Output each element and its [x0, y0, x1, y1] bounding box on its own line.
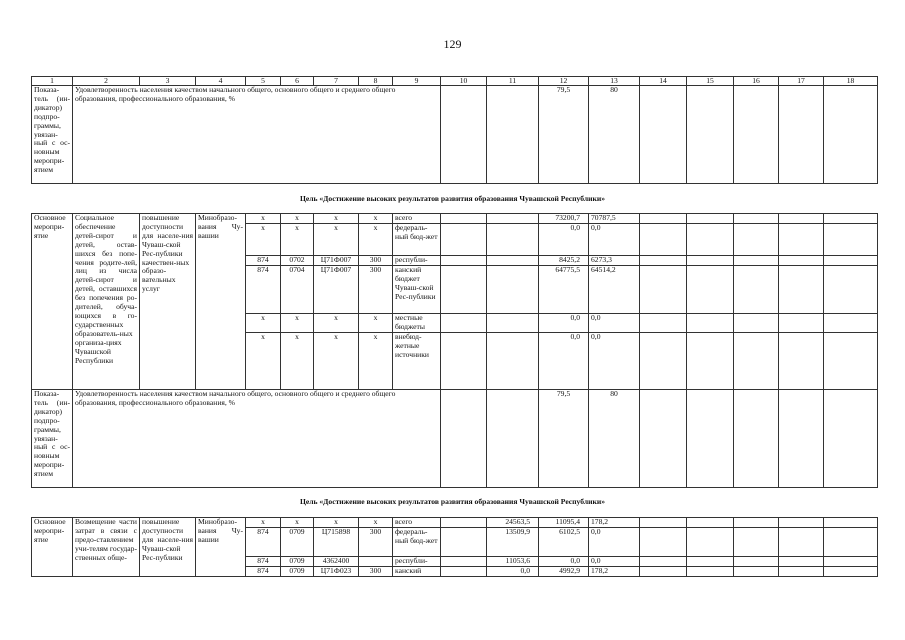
- csr-cell: x: [314, 314, 359, 333]
- vr-cell: x: [359, 224, 393, 256]
- value-12: 6102,5: [539, 528, 589, 557]
- value-13: 0,0: [589, 224, 640, 256]
- event-table-2: [31, 517, 878, 577]
- value-13: 0,0: [589, 314, 640, 333]
- vr-cell: x: [359, 214, 393, 224]
- csr-cell: Ц71Ф023: [314, 567, 359, 577]
- col-num: 3: [140, 77, 196, 86]
- grbs-cell: 874: [246, 567, 281, 577]
- csr-cell: Ц71Ф007: [314, 256, 359, 266]
- col-num: 12: [539, 77, 589, 86]
- csr-cell: x: [314, 214, 359, 224]
- grbs-cell: x: [246, 314, 281, 333]
- grbs-cell: x: [246, 214, 281, 224]
- event-executor: Минобразо-вания Чу-вашии: [196, 518, 246, 577]
- value-13: 6273,3: [589, 256, 640, 266]
- source-cell: внебюд-жетные источники: [393, 333, 441, 390]
- col-num: 7: [314, 77, 359, 86]
- col-num: 14: [640, 77, 687, 86]
- indicator-row: [32, 86, 878, 184]
- value-12: 73200,7: [539, 214, 589, 224]
- source-cell: канский: [393, 567, 441, 577]
- vr-cell: x: [359, 314, 393, 333]
- rzpr-cell: 0704: [281, 266, 314, 314]
- event-executor: Минобразо-вания Чу-вашии: [196, 214, 246, 390]
- source-cell: федераль-ный бюд-жет: [393, 528, 441, 557]
- vr-cell: 300: [359, 266, 393, 314]
- goal-heading: Цель «Достижение высоких результатов развития образования Чувашской Республики»: [299, 497, 606, 506]
- csr-cell: 4362400: [314, 557, 359, 567]
- vr-cell: 300: [359, 528, 393, 557]
- event-type: Основное меропри-ятие: [32, 518, 73, 577]
- page-number: 129: [443, 37, 462, 51]
- indicator-text: Удовлетворенность населения качеством начального общего, основного общего и среднего общего образования, профессионального образования, %: [73, 390, 441, 488]
- col-num: 4: [196, 77, 246, 86]
- indicator-row: [32, 390, 878, 488]
- col-num: 11: [487, 77, 539, 86]
- value-12: 0,0: [539, 333, 589, 390]
- event-task: повышение доступности для населе-ния Чуваш-ской Рес-публики качествен-ных образо-вательных услуг: [140, 214, 196, 390]
- grbs-cell: 874: [246, 266, 281, 314]
- value-12: 11095,4: [539, 518, 589, 528]
- event-name: Возмещение части затрат в связи с предо-ставлением учи-телям государ-ственных обще-: [73, 518, 140, 577]
- value-12: 64775,5: [539, 266, 589, 314]
- vr-cell: x: [359, 518, 393, 528]
- value-11: 24563,5: [487, 518, 539, 528]
- vr-cell: 300: [359, 567, 393, 577]
- indicator-label: Показа-тель (ин-дикатор) подпро-граммы, увязан-ный с ос-новным меропри-ятием: [32, 86, 73, 184]
- col-num: 9: [393, 77, 441, 86]
- value-12: 4992,9: [539, 567, 589, 577]
- value-13: 0,0: [589, 557, 640, 567]
- col-num: 13: [589, 77, 640, 86]
- value-12: 0,0: [539, 224, 589, 256]
- value-12: 0,0: [539, 314, 589, 333]
- indicator-value-13: 80: [589, 86, 640, 184]
- source-cell: республи-: [393, 557, 441, 567]
- grbs-cell: x: [246, 518, 281, 528]
- source-cell: всего: [393, 518, 441, 528]
- value-12: 8425,2: [539, 256, 589, 266]
- indicator-text: Удовлетворенность населения качеством начального общего, основного общего и среднего общего образования, профессионального образования, %: [73, 86, 441, 184]
- value-12: 0,0: [539, 557, 589, 567]
- col-num: 17: [779, 77, 824, 86]
- csr-cell: x: [314, 224, 359, 256]
- csr-cell: Ц71Ф007: [314, 266, 359, 314]
- value-11: 13509,9: [487, 528, 539, 557]
- value-13: 0,0: [589, 528, 640, 557]
- indicator-value-13: 80: [589, 390, 640, 488]
- col-num: 6: [281, 77, 314, 86]
- rzpr-cell: x: [281, 518, 314, 528]
- indicator-value-12: 79,5: [539, 86, 589, 184]
- value-13: 178,2: [589, 518, 640, 528]
- value-13: 70787,5: [589, 214, 640, 224]
- grbs-cell: x: [246, 333, 281, 390]
- value-13: 0,0: [589, 333, 640, 390]
- header-table: [31, 76, 878, 184]
- col-num: 5: [246, 77, 281, 86]
- col-num: 16: [734, 77, 779, 86]
- value-13: 64514,2: [589, 266, 640, 314]
- source-cell: всего: [393, 214, 441, 224]
- grbs-cell: 874: [246, 557, 281, 567]
- vr-cell: 300: [359, 256, 393, 266]
- grbs-cell: x: [246, 224, 281, 256]
- rzpr-cell: 0709: [281, 528, 314, 557]
- grbs-cell: 874: [246, 528, 281, 557]
- source-cell: канский бюджет Чуваш-ской Рес-публики: [393, 266, 441, 314]
- rzpr-cell: x: [281, 314, 314, 333]
- event-table-1: [31, 213, 878, 488]
- csr-cell: x: [314, 333, 359, 390]
- goal-heading: Цель «Достижение высоких результатов развития образования Чувашской Республики»: [299, 194, 606, 203]
- indicator-label: Показа-тель (ин-дикатор) подпро-граммы, увязан-ный с ос-новным меропри-ятием: [32, 390, 73, 488]
- vr-cell: [359, 557, 393, 567]
- rzpr-cell: x: [281, 333, 314, 390]
- event-task: повышение доступности для населе-ния Чуваш-ской Рес-публики: [140, 518, 196, 577]
- source-cell: местные бюджеты: [393, 314, 441, 333]
- rzpr-cell: 0709: [281, 567, 314, 577]
- col-num: 15: [687, 77, 734, 86]
- vr-cell: x: [359, 333, 393, 390]
- rzpr-cell: 0702: [281, 256, 314, 266]
- col-num: 10: [441, 77, 487, 86]
- value-11: 0,0: [487, 567, 539, 577]
- col-num: 18: [824, 77, 878, 86]
- table-row: [32, 214, 878, 224]
- rzpr-cell: x: [281, 224, 314, 256]
- grbs-cell: 874: [246, 256, 281, 266]
- event-name: Социальное обеспечение детей-сирот и детей, остав-шихся без попе-чения родите-лей, лиц из числа детей-сирот и детей, оставшихся без попечения ро-дителей, обуча-ющихся в го-сударственных образователь-ных организа-циях Чувашской Республики: [73, 214, 140, 390]
- csr-cell: x: [314, 518, 359, 528]
- column-number-row: [32, 77, 878, 86]
- table-row: [32, 518, 878, 528]
- csr-cell: Ц715898: [314, 528, 359, 557]
- rzpr-cell: x: [281, 214, 314, 224]
- source-cell: республи-: [393, 256, 441, 266]
- value-11: 11053,6: [487, 557, 539, 567]
- source-cell: федераль-ный бюд-жет: [393, 224, 441, 256]
- rzpr-cell: 0709: [281, 557, 314, 567]
- event-type: Основное меропри-ятие: [32, 214, 73, 390]
- col-num: 2: [73, 77, 140, 86]
- value-13: 178,2: [589, 567, 640, 577]
- col-num: 8: [359, 77, 393, 86]
- indicator-value-12: 79,5: [539, 390, 589, 488]
- col-num: 1: [32, 77, 73, 86]
